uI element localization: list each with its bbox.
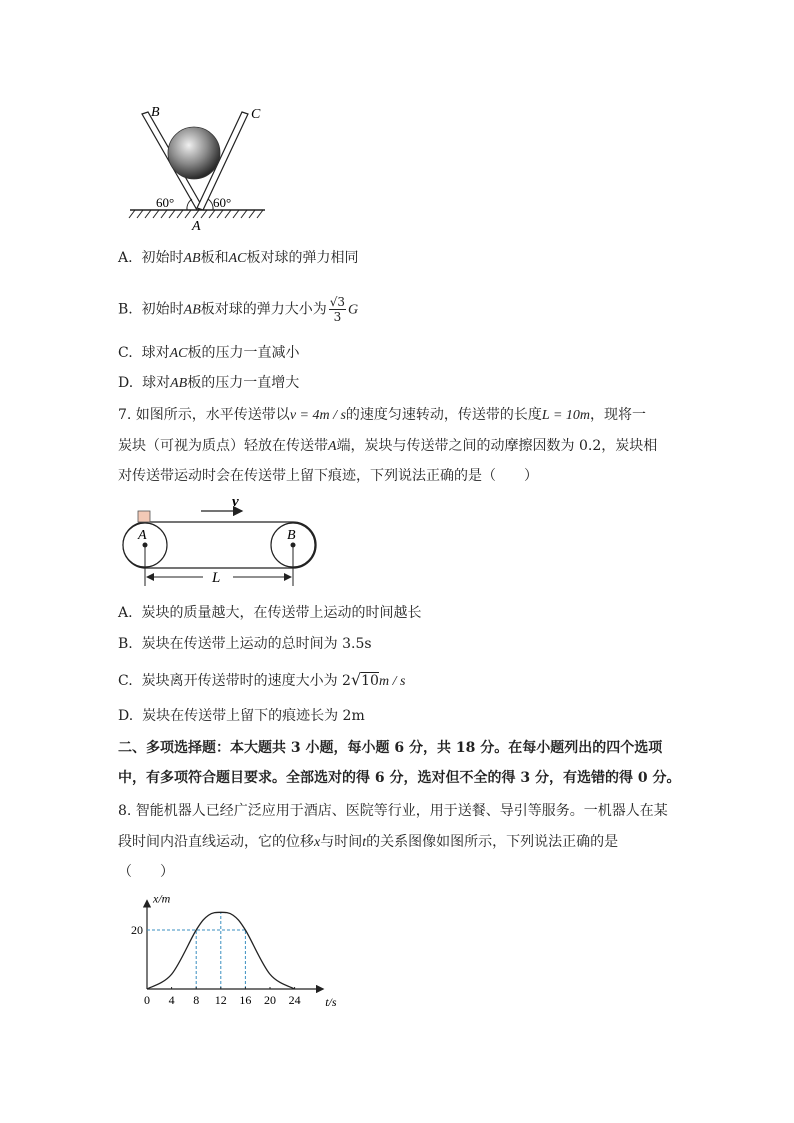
axle-a: [143, 543, 148, 548]
fraction-sqrt3-over-3: $\frac{√3}{3}$: [329, 295, 346, 324]
x-axis-label: t/s: [325, 995, 337, 1009]
q7-line-2: 炭块（可视为质点）轻放在传送带A端，炭块与传送带之间的动摩擦因数为 0.2，炭块相: [118, 438, 658, 454]
q7-option-b: B. 炭块在传送带上运动的总时间为 3.5s: [118, 636, 372, 652]
section2-line-2: 中，有多项符合题目要求。全部选对的得 6 分，选对但不全的得 3 分，有选错的得 0 分。: [118, 770, 681, 786]
x-tick-label-16: 16: [239, 993, 252, 1007]
axle-b: [291, 543, 296, 548]
ground-hatch: [129, 210, 263, 218]
x-tick-label-24: 24: [288, 993, 301, 1007]
carbon-block: [138, 511, 150, 522]
q6-option-b: B. 初始时AB板对球的弹力大小为 $\frac{√3}{3}$ G: [118, 295, 359, 324]
q8-line-2: 段时间内沿直线运动，它的位移x与时间t的关系图像如图所示，下列说法正确的是: [118, 834, 619, 850]
x-tick-label-20: 20: [264, 993, 276, 1007]
x-tick-label-4: 4: [168, 993, 175, 1007]
q6-figure: [125, 100, 275, 235]
length-label: L: [212, 570, 221, 586]
label-a: A: [192, 219, 201, 234]
section2-line-1: 二、多项选择题：本大题共 3 小题，每小题 6 分，共 18 分。在每小题列出的四个选项: [118, 740, 663, 756]
label-a: A: [138, 528, 147, 543]
q6-option-a: A. 初始时AB板和AC板对球的弹力相同: [118, 250, 359, 266]
label-b: B: [287, 528, 296, 543]
label-c: C: [251, 107, 261, 122]
y-tick-label-20: 20: [131, 923, 143, 937]
q7-option-c: C. 炭块离开传送带时的速度大小为 2√10m / s: [118, 670, 406, 689]
x-tick-label-0: 0: [144, 993, 150, 1007]
angle-label-right: 60°: [213, 195, 232, 210]
label-b: B: [151, 105, 160, 120]
q8-xt-chart: [125, 885, 355, 1010]
sqrt-symbol: √: [350, 670, 362, 689]
y-axis-label: x/m: [153, 891, 171, 906]
ball: [168, 127, 220, 179]
x-tick-label-12: 12: [214, 993, 227, 1007]
velocity-label: v: [232, 494, 239, 510]
q7-option-d: D. 炭块在传送带上留下的痕迹长为 2m: [118, 708, 365, 724]
q8-line-1: 8. 智能机器人已经广泛应用于酒店、医院等行业，用于送餐、导引等服务。一机器人在某: [118, 803, 668, 819]
angle-label-left: 60°: [156, 195, 175, 210]
q6-option-c: C. 球对AC板的压力一直减小: [118, 345, 300, 361]
q7-option-a: A. 炭块的质量越大，在传送带上运动的时间越长: [118, 605, 422, 621]
x-tick-label-8: 8: [193, 993, 200, 1007]
q7-conveyor-figure: [118, 490, 323, 590]
q7-line-3: 对传送带运动时会在传送带上留下痕迹，下列说法正确的是（ ）: [118, 468, 538, 484]
q8-line-3: （ ）: [118, 864, 174, 880]
q6-option-d: D. 球对AB板的压力一直增大: [118, 375, 300, 391]
q7-line-1: 7. 如图所示，水平传送带以v = 4m / s的速度匀速转动，传送带的长度L = 10m，现将一: [118, 407, 647, 423]
